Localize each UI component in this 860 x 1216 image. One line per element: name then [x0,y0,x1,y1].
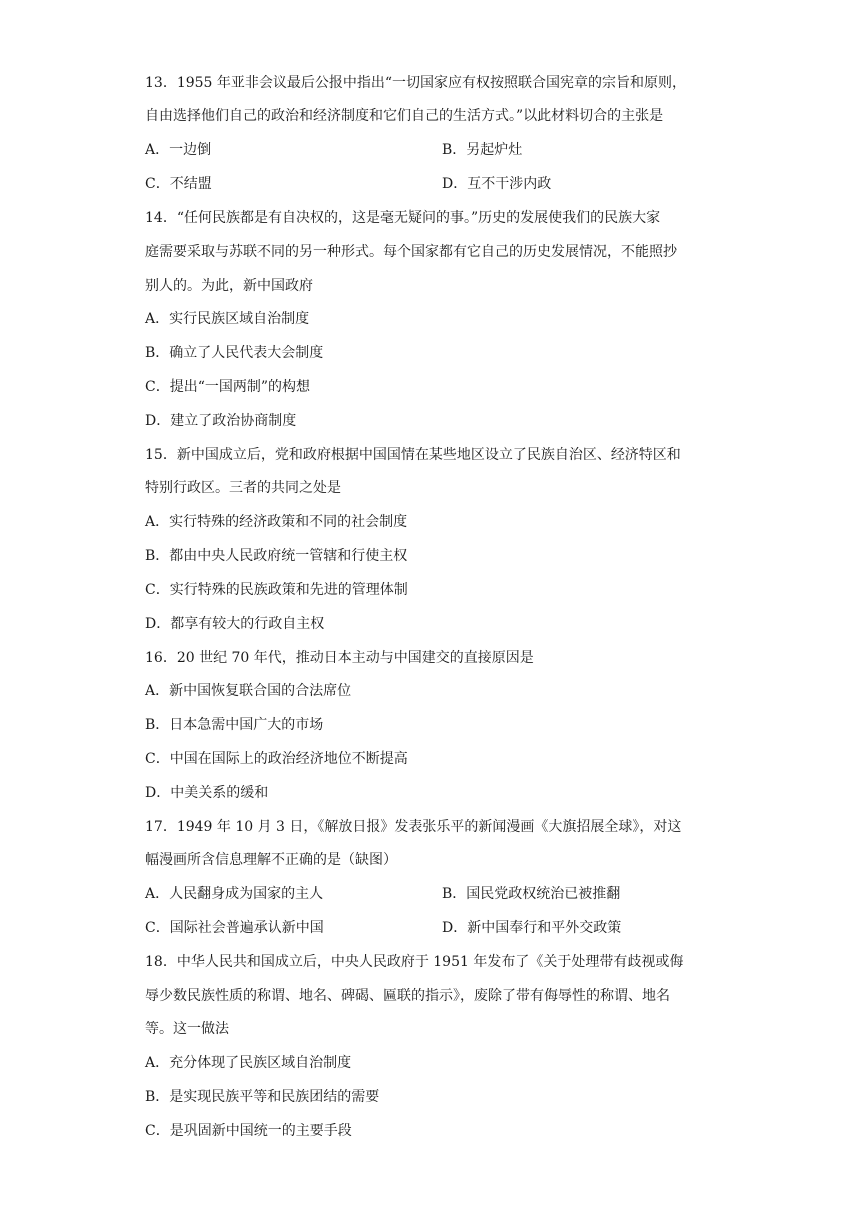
question-18-option-b: B．是实现民族平等和民族团结的需要 [145,1089,380,1105]
question-17-option-c: C．国际社会普遍承认新中国 [145,920,324,936]
question-14-stem-line-2: 庭需要采取与苏联不同的另一种形式。每个国家都有它自己的历史发展情况，不能照抄 [145,244,677,260]
question-17-option-a: A．人民翻身成为国家的主人 [145,886,324,902]
question-18-option-c: C．是巩固新中国统一的主要手段 [145,1123,352,1139]
question-14-option-a: A．实行民族区域自治制度 [145,311,310,327]
question-16-option-b: B．日本急需中国广大的市场 [145,717,324,733]
question-13-stem-line-2: 自由选择他们自己的政治和经济制度和它们自己的生活方式。”以此材料切合的主张是 [145,108,664,124]
question-13-option-d: D．互不干涉内政 [442,176,552,192]
question-14-option-d: D．建立了政治协商制度 [145,413,297,429]
question-18-stem-line-3: 等。这一做法 [145,1021,229,1037]
question-17-stem-line-1: 17．1949 年 10 月 3 日，《解放日报》发表张乐平的新闻漫画《大旗招展全球》，对这 [145,819,682,835]
question-14-stem-line-3: 别人的。为此，新中国政府 [145,278,313,294]
question-15-stem-line-2: 特别行政区。三者的共同之处是 [145,480,341,496]
question-16-option-a: A．新中国恢复联合国的合法席位 [145,683,352,699]
question-13-option-a: A．一边倒 [145,142,212,158]
question-15-option-c: C．实行特殊的民族政策和先进的管理体制 [145,582,408,598]
question-18-option-a: A．充分体现了民族区域自治制度 [145,1055,352,1071]
question-15-stem-line-1: 15．新中国成立后，党和政府根据中国国情在某些地区设立了民族自治区、经济特区和 [145,447,681,463]
question-13-stem-line-1: 13．1955 年亚非会议最后公报中指出“一切国家应有权按照联合国宪章的宗旨和原则， [145,75,687,91]
question-14-stem-line-1: 14．“任何民族都是有自决权的，这是毫无疑问的事。”历史的发展使我们的民族大家 [145,210,661,226]
question-16-stem-line-1: 16．20 世纪 70 年代，推动日本主动与中国建交的直接原因是 [145,650,534,666]
question-16-option-d: D．中美关系的缓和 [145,785,269,801]
question-17-stem-line-2: 幅漫画所含信息理解不正确的是（缺图） [145,852,397,868]
question-14-option-b: B．确立了人民代表大会制度 [145,345,324,361]
question-13-option-b: B．另起炉灶 [442,142,523,158]
question-18-stem-line-2: 辱少数民族性质的称谓、地名、碑碣、匾联的指示》，废除了带有侮辱性的称谓、地名 [145,988,670,1004]
question-15-option-b: B．都由中央人民政府统一管辖和行使主权 [145,548,408,564]
question-13-option-c: C．不结盟 [145,176,212,192]
question-17-option-b: B．国民党政权统治已被推翻 [442,886,621,902]
question-15-option-d: D．都享有较大的行政自主权 [145,616,325,632]
question-15-option-a: A．实行特殊的经济政策和不同的社会制度 [145,514,408,530]
question-16-option-c: C．中国在国际上的政治经济地位不断提高 [145,751,408,767]
question-14-option-c: C．提出“一国两制”的构想 [145,379,311,395]
question-17-option-d: D．新中国奉行和平外交政策 [442,920,622,936]
question-18-stem-line-1: 18．中华人民共和国成立后，中央人民政府于 1951 年发布了《关于处理带有歧视或侮 [145,954,684,970]
